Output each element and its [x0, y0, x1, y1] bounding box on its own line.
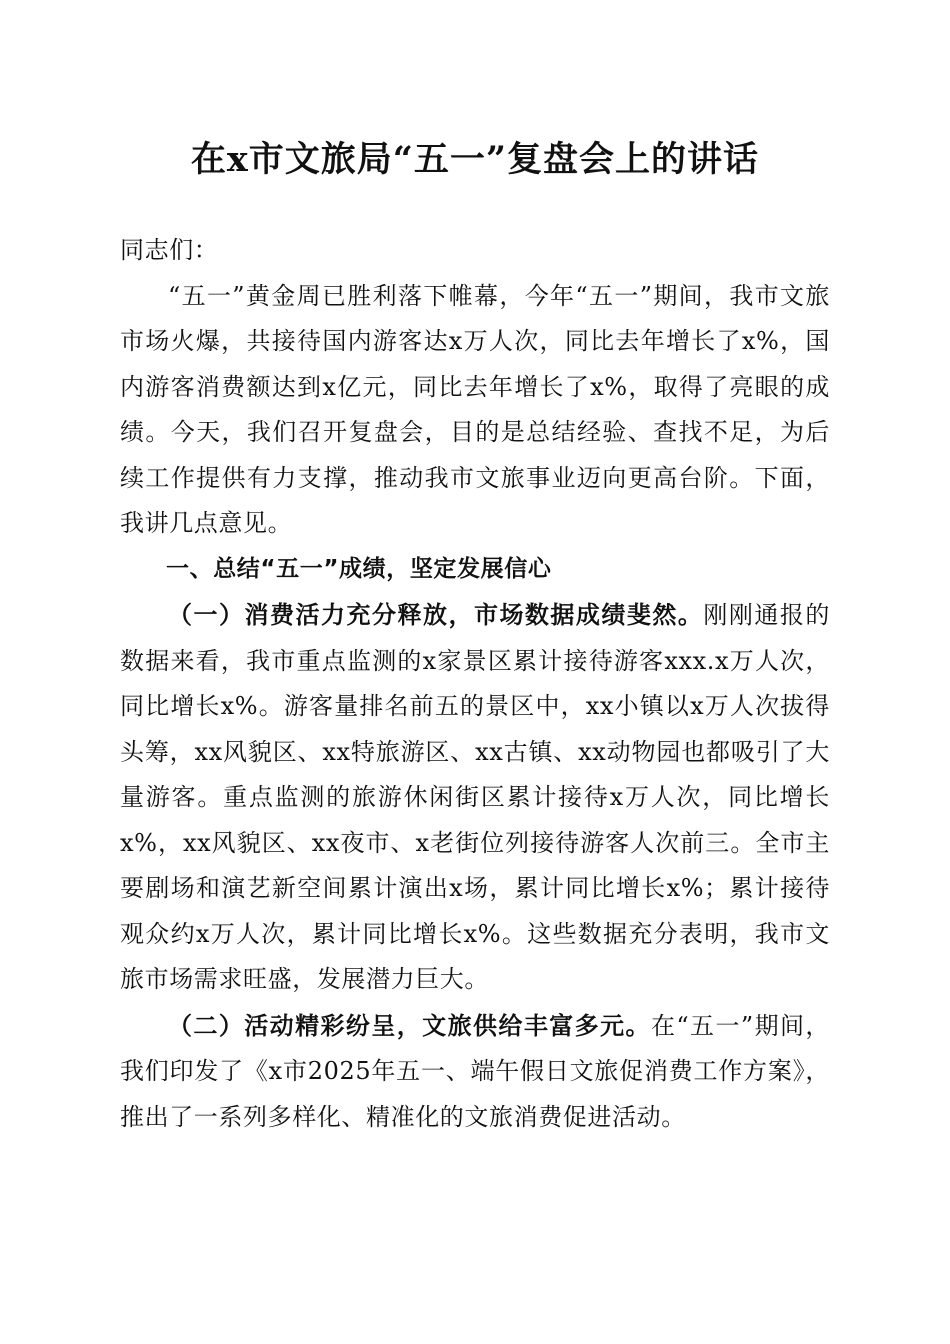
- section-heading: 一、总结“五一”成绩，坚定发展信心: [166, 555, 552, 582]
- document-title: 在x市文旅局“五一”复盘会上的讲话: [190, 139, 760, 180]
- point-paragraph: [120, 592, 830, 1003]
- point-paragraph: [120, 1003, 830, 1141]
- point-lead: （一）消费活力充分释放，市场数据成绩斐然。: [168, 600, 704, 629]
- document-body: [120, 228, 830, 1140]
- salutation: 同志们：: [120, 236, 219, 264]
- opening-paragraph: “五一”黄金周已胜利落下帷幕，今年“五一”期间，我市文旅市场火爆，共接待国内游客达x万人次，同比去年增长了x%，国内游客消费额达到x亿元，同比去年增长了x%，取得了亮眼的成绩。今天，我们召开复盘会，目的是总结经验、查找不足，为后续工作提供有力支撑，推动我市文旅事业迈向更高台阶。下面，我讲几点意见。: [120, 281, 830, 537]
- point-body: 在“五一”期间，我们印发了《x市2025年五一、端午假日文旅促消费工作方案》，推出了一系列多样化、精准化的文旅消费促进活动。: [120, 1011, 830, 1131]
- point-body: 刚刚通报的数据来看，我市重点监测的x家景区累计接待游客xxx.x万人次，同比增长x%。游客量排名前五的景区中，xx小镇以x万人次拔得头筹，xx风貌区、xx特旅游区、xx古镇、xx动物园也都吸引了大量游客。重点监测的旅游休闲街区累计接待x万人次，同比增长x%，xx风貌区、xx夜市、x老街位列接待游客人次前三。全市主要剧场和演艺新空间累计演出x场，累计同比增长x%；累计接待观众约x万人次，累计同比增长x%。这些数据充分表明，我市文旅市场需求旺盛，发展潜力巨大。: [120, 601, 830, 993]
- point-lead: （二）活动精彩纷呈，文旅供给丰富多元。: [168, 1010, 651, 1040]
